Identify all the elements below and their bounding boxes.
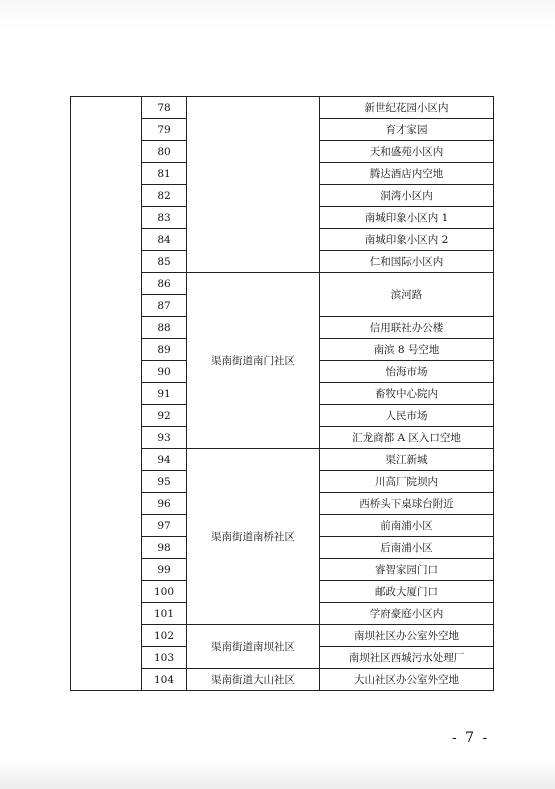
row-number: 78 xyxy=(142,97,187,119)
table-row xyxy=(71,97,494,119)
row-number: 87 xyxy=(142,295,187,317)
row-number: 89 xyxy=(142,339,187,361)
location-cell: 汇龙商都 A 区入口空地 xyxy=(320,427,494,449)
community-cell xyxy=(187,97,320,273)
location-cell: 南城印象小区内 2 xyxy=(320,229,494,251)
location-cell: 川高厂院坝内 xyxy=(320,471,494,493)
row-number: 91 xyxy=(142,383,187,405)
row-number: 83 xyxy=(142,207,187,229)
row-number: 102 xyxy=(142,625,187,647)
location-cell: 腾达酒店内空地 xyxy=(320,163,494,185)
location-cell: 学府豪庭小区内 xyxy=(320,603,494,625)
row-number: 101 xyxy=(142,603,187,625)
location-cell: 前南浦小区 xyxy=(320,515,494,537)
row-number: 90 xyxy=(142,361,187,383)
page-bottom-shade xyxy=(0,760,555,789)
location-cell: 西桥头下桌球台附近 xyxy=(320,493,494,515)
row-number: 86 xyxy=(142,273,187,295)
location-cell: 南城印象小区内 1 xyxy=(320,207,494,229)
community-cell: 渠南街道南桥社区 xyxy=(187,449,320,625)
location-cell: 南滨 8 号空地 xyxy=(320,339,494,361)
location-cell: 后南浦小区 xyxy=(320,537,494,559)
location-cell: 畜牧中心院内 xyxy=(320,383,494,405)
location-cell: 渠江新城 xyxy=(320,449,494,471)
location-cell: 仁和国际小区内 xyxy=(320,251,494,273)
community-cell: 渠南街道大山社区 xyxy=(187,669,320,691)
row-number: 95 xyxy=(142,471,187,493)
row-number: 80 xyxy=(142,141,187,163)
row-number: 97 xyxy=(142,515,187,537)
row-number: 99 xyxy=(142,559,187,581)
location-cell: 睿智家园门口 xyxy=(320,559,494,581)
row-number: 104 xyxy=(142,669,187,691)
district-cell xyxy=(71,97,142,691)
community-cell: 渠南街道南门社区 xyxy=(187,273,320,449)
location-cell: 滨河路 xyxy=(320,273,494,317)
location-cell: 人民市场 xyxy=(320,405,494,427)
row-number: 93 xyxy=(142,427,187,449)
location-cell: 南坝社区办公室外空地 xyxy=(320,625,494,647)
location-cell: 大山社区办公室外空地 xyxy=(320,669,494,691)
location-cell: 天和盛苑小区内 xyxy=(320,141,494,163)
page-number: - 7 - xyxy=(452,730,490,746)
row-number: 79 xyxy=(142,119,187,141)
location-cell: 南坝社区西城污水处理厂 xyxy=(320,647,494,669)
site-table xyxy=(70,96,494,691)
row-number: 81 xyxy=(142,163,187,185)
row-number: 100 xyxy=(142,581,187,603)
row-number: 84 xyxy=(142,229,187,251)
row-number: 92 xyxy=(142,405,187,427)
row-number: 98 xyxy=(142,537,187,559)
location-cell: 信用联社办公楼 xyxy=(320,317,494,339)
row-number: 103 xyxy=(142,647,187,669)
row-number: 85 xyxy=(142,251,187,273)
row-number: 96 xyxy=(142,493,187,515)
location-cell: 洞湾小区内 xyxy=(320,185,494,207)
page-top-shade xyxy=(0,0,555,30)
row-number: 82 xyxy=(142,185,187,207)
community-cell: 渠南街道南坝社区 xyxy=(187,625,320,669)
location-cell: 育才家园 xyxy=(320,119,494,141)
location-cell: 邮政大厦门口 xyxy=(320,581,494,603)
row-number: 88 xyxy=(142,317,187,339)
location-cell: 怡海市场 xyxy=(320,361,494,383)
location-cell: 新世纪花园小区内 xyxy=(320,97,494,119)
row-number: 94 xyxy=(142,449,187,471)
